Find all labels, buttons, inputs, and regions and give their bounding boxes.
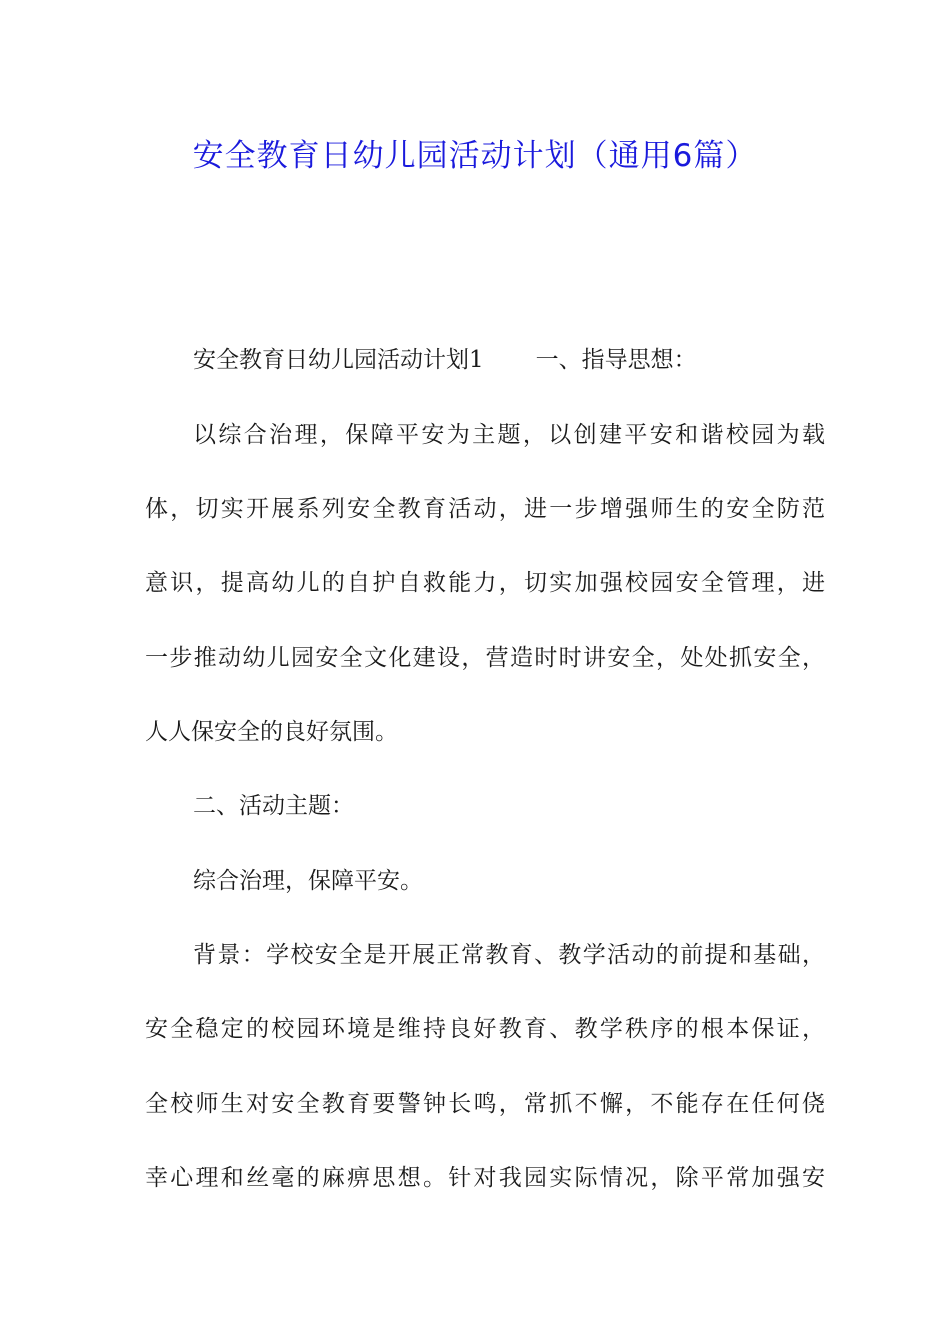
- paragraph-line: 幸心理和丝毫的麻痹思想。针对我园实际情况，除平常加强安: [145, 1165, 825, 1191]
- paragraph-line: 意识，提高幼儿的自护自救能力，切实加强校园安全管理，进: [145, 570, 825, 596]
- paragraph-line: 人人保安全的良好氛围。: [145, 719, 398, 745]
- section-heading-guiding-thought: 一、指导思想：: [535, 347, 697, 373]
- paragraph-line: 一步推动幼儿园安全文化建设，营造时时讲安全，处处抓安全，: [145, 645, 825, 671]
- document-title: 安全教育日幼儿园活动计划（通用6篇）: [192, 138, 758, 174]
- paragraph-line: 背景：学校安全是开展正常教育、教学活动的前提和基础，: [193, 942, 825, 968]
- paragraph-line: 以综合治理，保障平安为主题，以创建平安和谐校园为载: [193, 422, 825, 448]
- heading-line: [193, 345, 825, 375]
- paragraph-line: 综合治理，保障平安。: [193, 868, 423, 894]
- paragraph-line: 全校师生对安全教育要警钟长鸣，常抓不懈，不能存在任何侥: [145, 1091, 825, 1117]
- paragraph-line: 安全稳定的校园环境是维持良好教育、教学秩序的根本保证，: [145, 1016, 825, 1042]
- plan-heading: 安全教育日幼儿园活动计划1: [193, 347, 484, 373]
- paragraph-line: 体，切实开展系列安全教育活动，进一步增强师生的安全防范: [145, 496, 825, 522]
- section-heading-activity-theme: 二、活动主题：: [193, 793, 354, 819]
